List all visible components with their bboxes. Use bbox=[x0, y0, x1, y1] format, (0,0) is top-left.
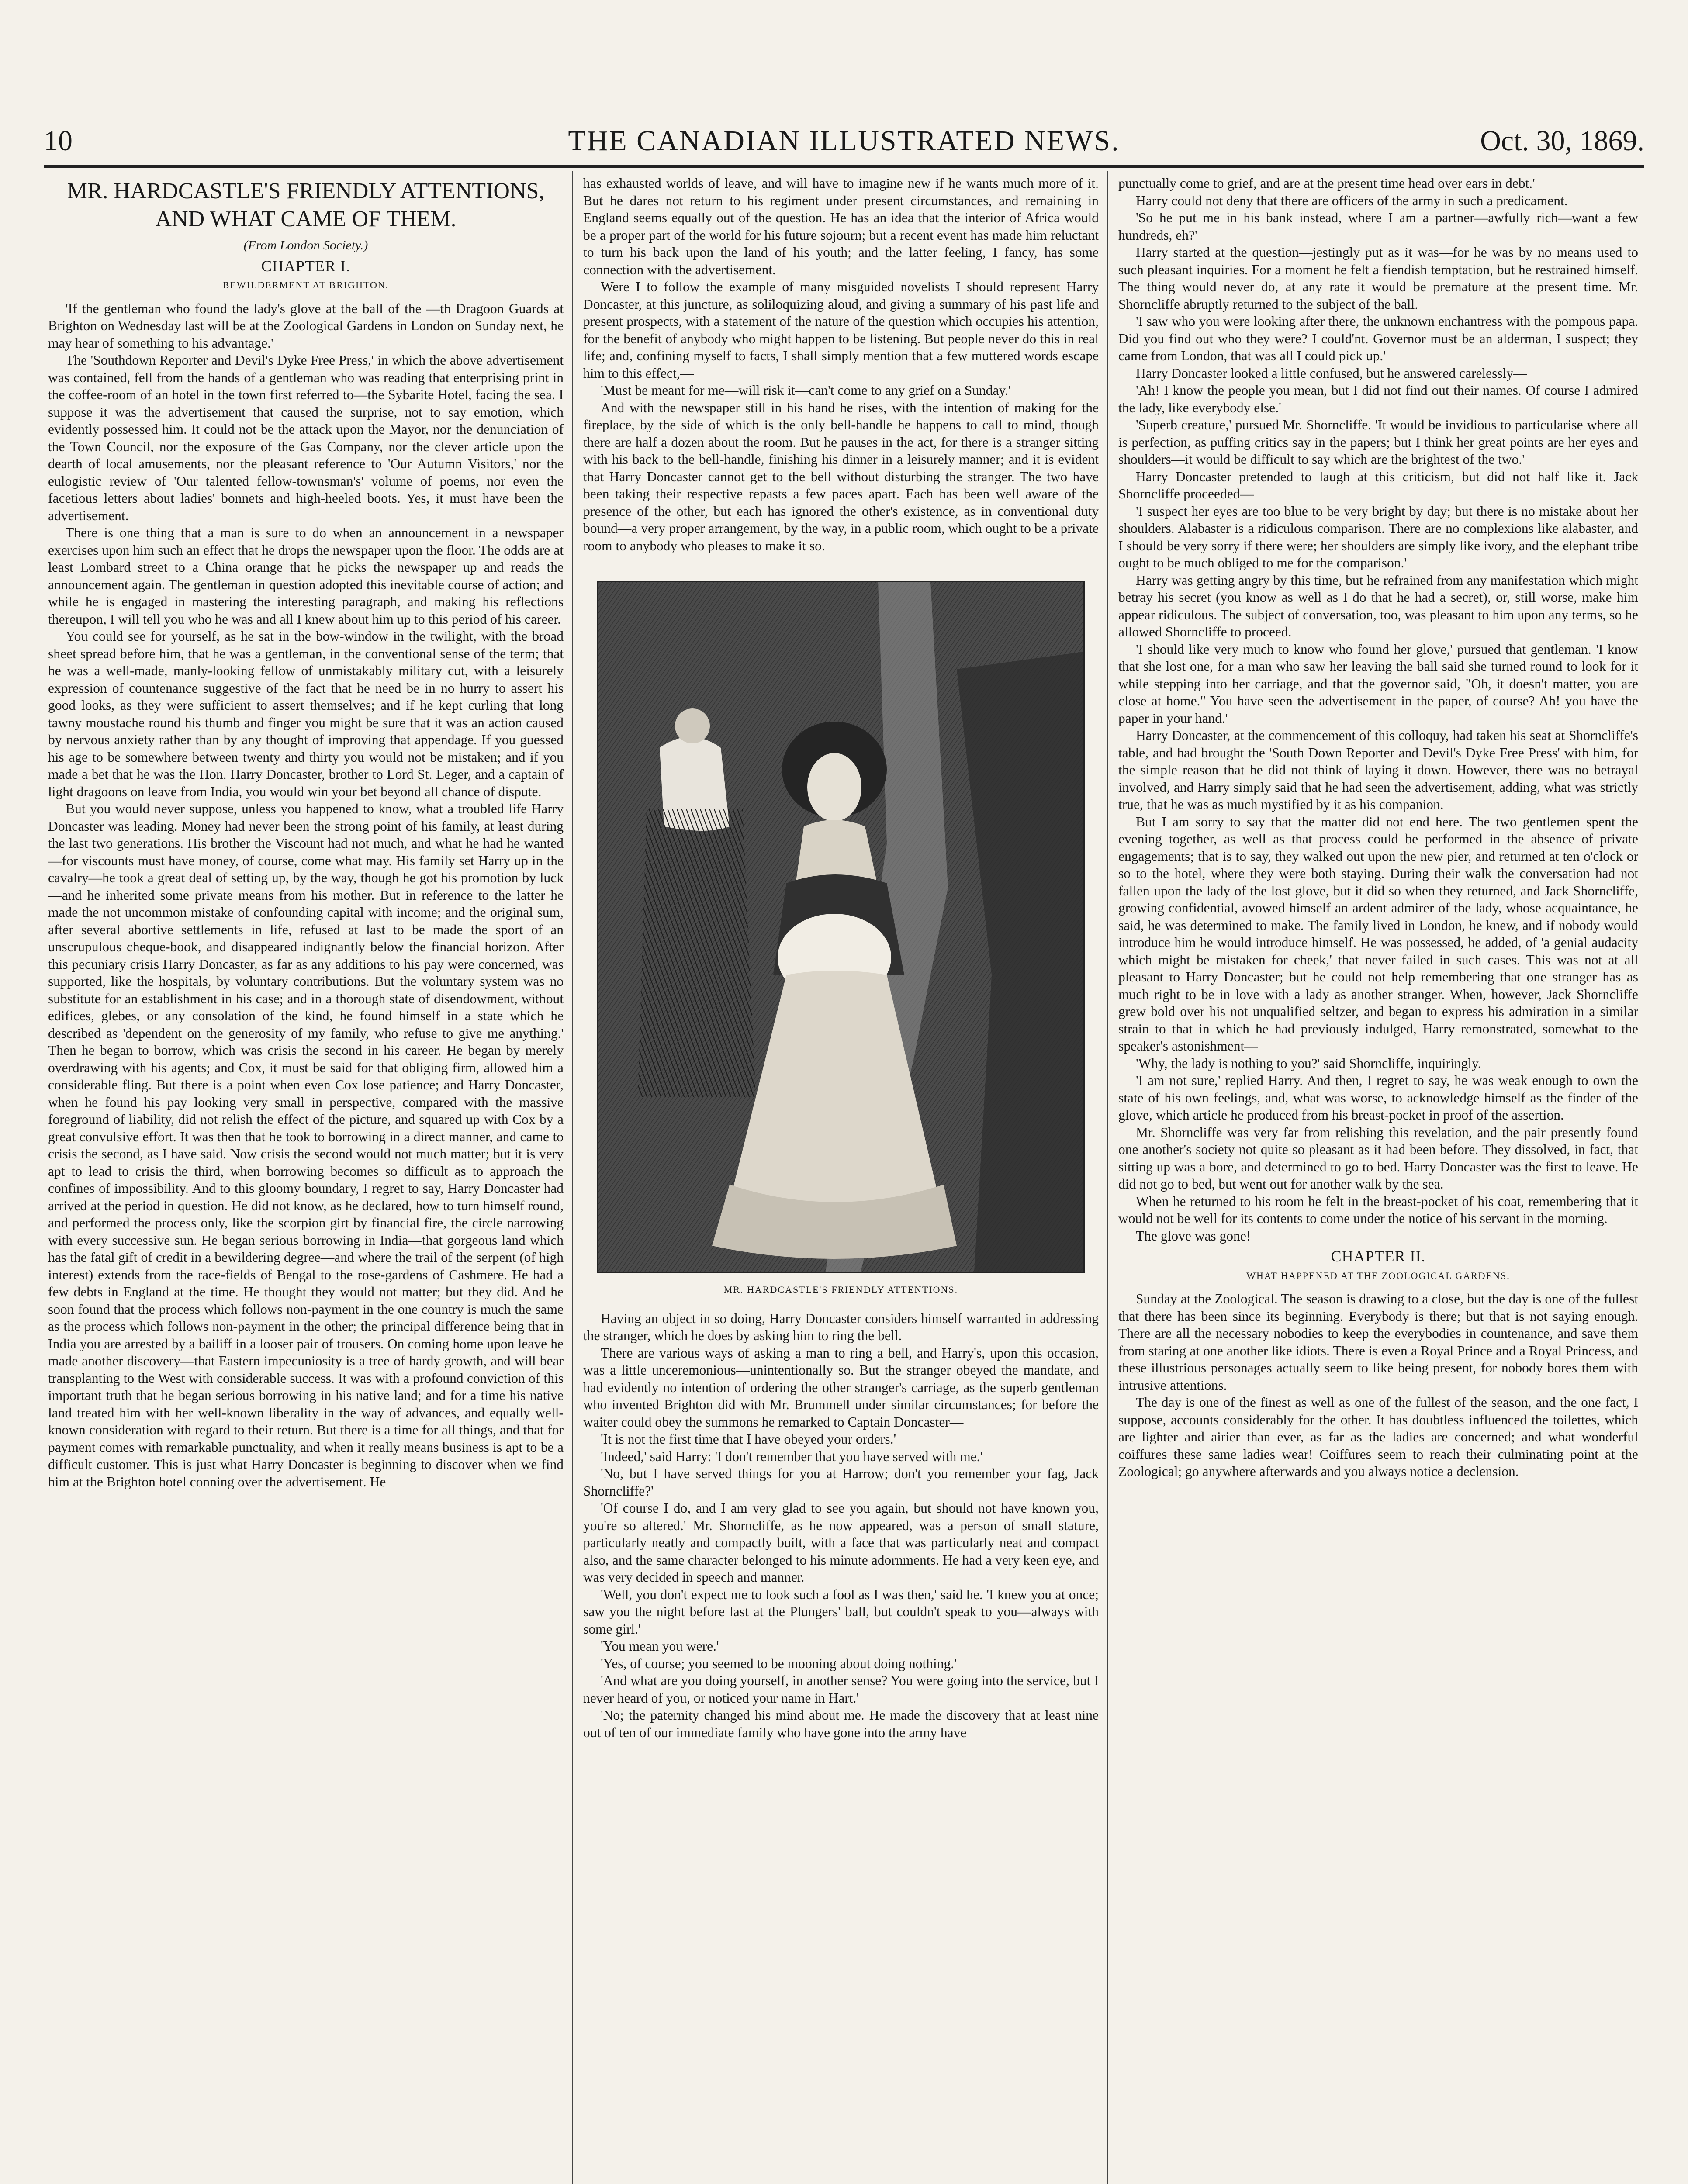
paragraph: 'Indeed,' said Harry: 'I don't remember that you have served with me.' bbox=[601, 1448, 983, 1464]
paragraph: 'Why, the lady is nothing to you?' said Shorncliffe, inquiringly. bbox=[1136, 1055, 1481, 1071]
paragraph: Mr. Shorncliffe was very far from relishing this revelation, and the pair presently found one another's society not quite so pleasant as it had been before. They dissolved, in fact, that sitting up was a bore, and determined to go to bed. Harry Doncaster was the first to leave. He did not go to bed, but went out for another walk by the sea. bbox=[1118, 1124, 1638, 1192]
paragraph: There is one thing that a man is sure to do when an announcement in a newspaper exercises upon him such an effect that he drops the newspaper upon the floor. The odds are at least Lombard street to a China orange that he picks the newspaper up and reads the announcement again. The gentleman in question adopted this inevitable course of action; and while he is engaged in mastering the interesting paragraph, and making his reflections thereupon, I will tell you who he was and all I knew about him up to this period of his career. bbox=[48, 525, 564, 627]
paragraph: 'You mean you were.' bbox=[601, 1638, 719, 1654]
paragraph: 'Of course I do, and I am very glad to see you again, but should not have known you, you're so altered.' Mr. Shorncliffe, as he now appeared, was a person of small stature, particularly neatly and compactly built, with a face that was particularly neat and compact also, and the same character belonged to his minute adornments. He had a very keen eye, and was very decided in speech and manner. bbox=[583, 1500, 1099, 1585]
paragraph: 'No, but I have served things for you at Harrow; don't you remember your fag, Jack Shorncliffe?' bbox=[583, 1466, 1099, 1499]
paragraph: There are various ways of asking a man to ring a bell, and Harry's, upon this occasion, was a little unceremonious—unintentionally so. But the stranger obeyed the mandate, and had evidently no intention of ordering the other stranger's carriage, as the superb gentleman who invented Brighton did with Mr. Brummell under similar circumstances; for before the waiter could obey the summons he remarked to Captain Doncaster— bbox=[583, 1345, 1099, 1430]
paragraph: 'And what are you doing yourself, in another sense? You were going into the service, but I never heard of you, or noticed your name in Hart.' bbox=[583, 1673, 1099, 1706]
closing-line: The glove was gone! bbox=[1136, 1228, 1251, 1244]
engraving-illustration bbox=[597, 581, 1085, 1273]
paragraph: 'I should like very much to know who found her glove,' pursued that gentleman. 'I know that she lost one, for a man who saw her leaving the ball said she turned round to look for it while stepping into her carriage, and that the governor said, "Oh, it doesn't matter, you are close at home." You have seen the advertisement in the paper, of course? Ah! you have the paper in your hand.' bbox=[1118, 641, 1638, 726]
paragraph: 'Superb creature,' pursued Mr. Shorncliffe. 'It would be invidious to particularise where all is perfection, as puffing critics say in the papers; but I think her great points are her eyes and shoulders—it would be difficult to say which are the brightest of the two.' bbox=[1118, 417, 1638, 467]
chapter-heading: CHAPTER I. bbox=[261, 257, 350, 275]
paragraph: When he returned to his room he felt in the breast-pocket of his coat, remembering that it would not be well for its contents to come under the notice of his servant in the morning. bbox=[1118, 1193, 1638, 1226]
paragraph: Harry Doncaster pretended to laugh at this criticism, but did not half like it. Jack Shorncliffe proceeded— bbox=[1118, 469, 1638, 501]
issue-date: Oct. 30, 1869. bbox=[1480, 125, 1644, 157]
paragraph: But you would never suppose, unless you happened to know, what a troubled life Harry Doncaster was leading. Money had never been the strong point of his family, at least during the last two generations. His brother the Viscount had not much, and what he had he wanted—for viscounts must have money, of course, come what may. His family set Harry up in the cavalry—he took a great deal of setting up, by the way, though he got his promotion by luck—and he inherited some private means from his mother. But in reference to the latter he made the not uncommon mistake of confounding capital with income; and the original sum, after several abortive settlements in life, refused at last to be made the sport of an unscrupulous cheque-book, and disappeared indignantly below the financial horizon. After this pecuniary crisis Harry Doncaster, as far as any additions to his pay were concerned, was supported, like the hospitals, by voluntary contributions. But the voluntary system was no substitute for an establishment in his case; and in a thorough state of disendowment, without edifices, glebes, or any consolation of the kind, he found himself in a state which he described as 'dependent on the generosity of my family, who refuse to give me anything.' Then he began to borrow, which was crisis the second in his career. He began by merely overdrawing with his agents; and Cox, it must be said for that obliging firm, allowed him a considerable fling. But there is a point when even Cox lose patience; and Harry Doncaster, when he found his pay looking very small in perspective, compared with the massive foreground of liability, did not relish the effect of the picture, and squared up with Cox by a great convulsive effort. It was then that he took to borrowing in a direct manner, and came to crisis the second, as I have said. Now crisis the second would not much matter; but it is very apt to lead to crisis the third, when borrowing becomes so difficult as to approach the confines of impossibility. And to this gloomy boundary, I regret to say, Harry Doncaster had arrived at the period in question. He did not know, as he declared, how to turn himself round, and performed the process only, like the scorpion girt by financial fire, the circle narrowing with every successive sun. He began serious borrowing in India—that gorgeous land which has the fatal gift of credit in a bewildering degree—and where the trail of the serpent (of high interest) extends from the race-fields of Bengal to the rose-gardens of Cashmere. He had a few debts in England at the time. He thought they would not matter; but they did. And he soon found that the process which follows non-payment in the one country is much the same as the process which follows non-payment in the other; the principal difference being that in India you are arrested by a bailiff in a looser pair of trousers. On coming home upon leave he made another discovery—that Eastern impecuniosity is a tree of hardy growth, and will bear transplanting to the West with considerable success. It was with a profound conviction of this important truth that he began serious borrowing in his native land; and for a time his native land treated him with her well-known liberality in the way of advances, and equally well-known consideration with regard to their return. But there is a time for all things, and that for payment comes with remarkable punctuality, and when it really means business is apt to be a difficult customer. This is just what Harry Doncaster is beginning to discover when we find him at the Brighton hotel conning over the advertisement. He bbox=[48, 801, 564, 1489]
paragraph: The 'Southdown Reporter and Devil's Dyke Free Press,' in which the above advertisement was contained, fell from the hands of a gentleman who was reading that enterprising print in the coffee-room of an hotel in the town first referred to—the Sybarite Hotel, facing the sea. I suppose it was the advertisement that caused the surprise, not to say emotion, which evidently possessed him. It could not be the attack upon the Mayor, nor the denunciation of the Town Council, nor the exposure of the Gas Company, nor the clever article upon the dearth of local amusements, nor the pleasant reference to 'Our Autumn Visitors,' nor the eulogistic review of 'Our talented fellow-townsman's' volume of poems, nor even the facetious letters about ladies' bonnets and high-heeled boots. Yes, it must have been the advertisement. bbox=[48, 352, 564, 523]
paragraph: 'Well, you don't expect me to look such a fool as I was then,' said he. 'I knew you at once; saw you the night before last at the Plungers' ball, but couldn't speak to you—always with some girl.' bbox=[583, 1586, 1099, 1637]
paragraph: 'It is not the first time that I have obeyed your orders.' bbox=[601, 1431, 896, 1447]
chapter-subtitle: BEWILDERMENT AT BRIGHTON. bbox=[222, 280, 389, 290]
masthead bbox=[44, 124, 1644, 164]
paragraph: You could see for yourself, as he sat in the bow-window in the twilight, with the broad sheet spread before him, that he was a gentleman, in the conventional sense of the term; that he was a well-made, manly-looking fellow of unmistakably military cut, with a leisurely expression of countenance suggestive of the fact that he need be in no hurry to assert his good looks, as they were sufficient to assert themselves; and if he kept curling that long tawny moustache round his thumb and finger you might be sure that it was an action caused by nervous anxiety rather than by any thought of improving that appendage. If you guessed his age to be somewhere between twenty and thirty you would not be mistaken; and if you made a bet that he was the Hon. Harry Doncaster, brother to Lord St. Leger, and a captain of light dragoons on leave from India, you would win your bet beyond all chance of dispute. bbox=[48, 629, 564, 799]
paragraph: Harry Doncaster looked a little confused, but he answered carelessly— bbox=[1136, 365, 1527, 381]
chapter-subtitle: WHAT HAPPENED AT THE ZOOLOGICAL GARDENS. bbox=[1246, 1270, 1510, 1281]
paragraph: 'If the gentleman who found the lady's glove at the ball of the —th Dragoon Guards at Brighton on Wednesday last will be at the Zoological Gardens in London on Sunday next, he may hear of something to his advantage.' bbox=[48, 301, 564, 351]
column-divider bbox=[572, 171, 573, 2184]
paragraph: 'I suspect her eyes are too blue to be very bright by day; but there is no mistake about her shoulders. Alabaster is a ridiculous comparison. There are no complexions like alabaster, and I should be very sorry if there were; her shoulders are simply like ivory, and the elephant tribe ought to be much obliged to me for the comparison.' bbox=[1118, 503, 1638, 570]
illustration-caption: MR. HARDCASTLE'S FRIENDLY ATTENTIONS. bbox=[723, 1284, 958, 1295]
engraving-artwork bbox=[598, 582, 1083, 1272]
paragraph: Harry started at the question—jestingly put as it was—for he was by no means used to such pleasant inquiries. For a moment he felt a fiendish temptation, but he restrained himself. The thing would never do, at any rate it would be premature at the present time. Mr. Shorncliffe abruptly returned to the subject of the ball. bbox=[1118, 245, 1638, 312]
paragraph: And with the newspaper still in his hand he rises, with the intention of making for the fireplace, by the side of which is the only bell-handle he happens to call to mind, though there are half a dozen about the room. But he pauses in the act, for there is a stranger sitting with his back to the bell-handle, finishing his dinner in a leisurely manner; and it is evident that Harry Doncaster cannot get to the bell without disturbing the stranger. The two have been taking their respective repasts a few paces apart. Each has been well aware of the presence of the other, but each has ignored the other's existence, as in conventional duty bound—a very proper arrangement, by the way, in a public room, which ought to be a private room to anybody who pleases to make it so. bbox=[583, 400, 1099, 553]
paragraph: punctually come to grief, and are at the present time head over ears in debt.' bbox=[1118, 176, 1535, 191]
column-2 bbox=[583, 175, 1099, 2184]
paragraph: has exhausted worlds of leave, and will have to imagine new if he wants much more of it. But he dares not return to his regiment under present circumstances, and remaining in England seems equally out of the question. He has an idea that the interior of Africa would be a proper part of the world for his future sojourn; but a recent event has made him reluctant to turn his back upon the land of his youth; and the latter feeling, I fancy, has some connection with the advertisement. bbox=[583, 176, 1099, 277]
paragraph: The day is one of the finest as well as one of the fullest of the season, and the one fact, I suppose, accounts considerably for the other. It has doubtless influenced the toilettes, which are lighter and airier than ever, as far as the ladies are concerned; and what wonderful coiffures these same ladies wear! Coiffures seem to reach their culminating point at the Zoological; go anywhere afterwards and you always notice a declension. bbox=[1118, 1395, 1638, 1479]
chapter-heading: CHAPTER II. bbox=[1331, 1248, 1426, 1265]
paragraph: Sunday at the Zoological. The season is drawing to a close, but the day is one of the fullest that there has been since its beginning. Everybody is there; but that is not saying enough. There are all the necessary nobodies to keep the everybodies in countenance, and save them from staring at one another like idiots. There is even a Royal Prince and a Royal Princess, and these illustrious personages actually seem to like being present, for nobody bores them with intrusive attentions. bbox=[1118, 1291, 1638, 1393]
column-3 bbox=[1118, 175, 1638, 2184]
paragraph: 'Ah! I know the people you mean, but I did not find out their names. Of course I admired the lady, like everybody else.' bbox=[1118, 383, 1638, 415]
paragraph: 'I am not sure,' replied Harry. And then, I regret to say, he was weak enough to own the state of his own feelings, and, what was worse, to acknowledge himself as the finder of the glove, which article he produced from his breast-pocket in proof of the assertion. bbox=[1118, 1073, 1638, 1123]
paragraph: Harry was getting angry by this time, but he refrained from any manifestation which might betray his secret (you know as well as I do that he had a secret), or, still worse, make him appear ridiculous. The subject of conversation, too, was pleasant to him upon any terms, so he allowed Shorncliffe to proceed. bbox=[1118, 572, 1638, 639]
paragraph: 'I saw who you were looking after there, the unknown enchantress with the pompous papa. Did you find out who they were? I could'nt. Governor must be an alderman, I suspect; they came from London, that was all I could pick up.' bbox=[1118, 314, 1638, 363]
article-source: (From London Society.) bbox=[243, 238, 368, 252]
publication-title: THE CANADIAN ILLUSTRATED NEWS. bbox=[568, 125, 1120, 157]
paragraph: 'Yes, of course; you seemed to be mooning about doing nothing.' bbox=[601, 1655, 957, 1671]
paragraph: Harry Doncaster, at the commencement of this colloquy, had taken his seat at Shorncliffe's table, and had brought the 'South Down Reporter and Devil's Dyke Free Press' with him, for the simple reason that he did not think of laying it down. However, there was no betrayal involved, and Harry simply said that he had seen the advertisement, adding, what was strictly true, that he was as much mystified by it as his companion. bbox=[1118, 728, 1638, 812]
paragraph: 'No; the paternity changed his mind about me. He made the discovery that at least nine out of ten of our immediate family who have gone into the army have bbox=[583, 1707, 1099, 1740]
paragraph: 'Must be meant for me—will risk it—can't come to any grief on a Sunday.' bbox=[601, 383, 1011, 398]
paragraph: But I am sorry to say that the matter did not end here. The two gentlemen spent the evening together, as well as that process could be performed in the absence of private engagements; that is to say, they walked out upon the new pier, and returned at ten o'clock or so to the hotel, where they were both staying. During their walk the conversation had not fallen upon the lady of the lost glove, but it did so when they returned, and Jack Shorncliffe, growing confidential, avowed himself an ardent admirer of the lady, whose acquaintance, he said, he was determined to make. The family lived in London, he knew, and if nobody would introduce him he would introduce himself. He was possessed, he added, of 'a genial audacity which might be mistaken for cheek,' that never failed in such cases. This was not at all pleasant to Harry Doncaster; but he could not help remembering that one stranger has as much right to be in love with a lady as another stranger. When, however, Jack Shorncliffe grew bold over his not unqualified seltzer, and began to express his admiration in a similar strain to that in which he had previously indulged, Harry remonstrated, somewhat to the speaker's astonishment— bbox=[1118, 814, 1638, 1054]
page-number: 10 bbox=[44, 125, 73, 157]
paragraph: Harry could not deny that there are officers of the army in such a predicament. bbox=[1136, 193, 1568, 208]
paragraph: Having an object in so doing, Harry Doncaster considers himself warranted in addressing the stranger, which he does by asking him to ring the bell. bbox=[583, 1310, 1099, 1343]
paragraph: Were I to follow the example of many misguided novelists I should represent Harry Doncaster, at this juncture, as soliloquizing aloud, and giving a summary of his past life and present prospects, with a statement of the nature of the question which occupies his attention, for the benefit of anybody who might happen to be listening. But people never do this in real life; and, confining myself to facts, I shall simply mention that a few muttered words escape him to this effect,— bbox=[583, 279, 1099, 381]
masthead-rule bbox=[44, 165, 1644, 168]
article-title: MR. HARDCASTLE'S FRIENDLY ATTENTIONS, AND WHAT CAME OF THEM. bbox=[67, 179, 545, 232]
column-divider bbox=[1107, 171, 1108, 2184]
paragraph: 'So he put me in his bank instead, where I am a partner—awfully rich—want a few hundreds, eh?' bbox=[1118, 210, 1638, 243]
column-1 bbox=[48, 175, 564, 2184]
